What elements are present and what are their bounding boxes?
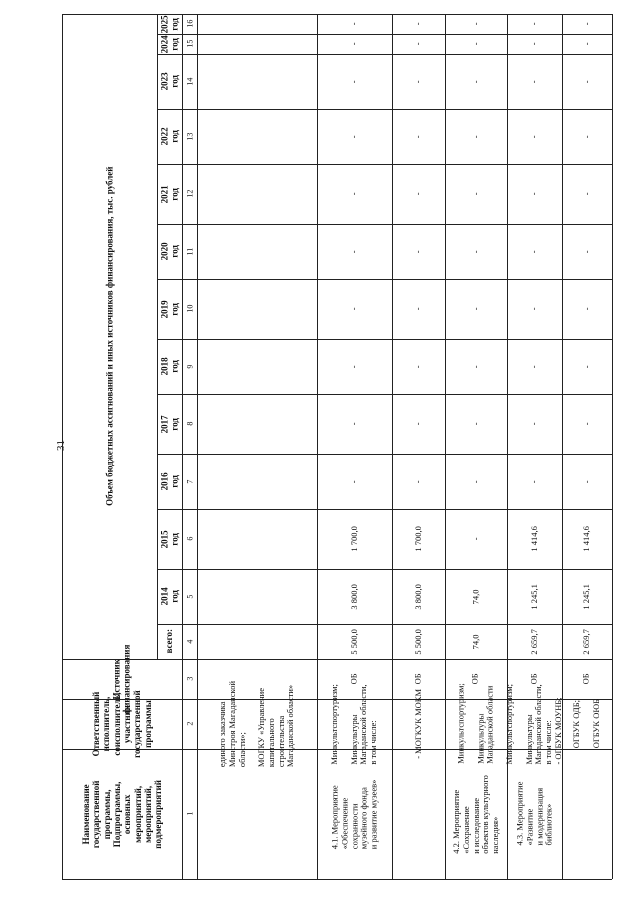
row-5-year-2022-text: - [528, 135, 539, 138]
row-5-year-2015 [507, 509, 562, 569]
row-5-year-2025 [507, 14, 562, 34]
col-number-4 [182, 624, 197, 659]
row-5-year-2019 [507, 279, 562, 339]
row-5-year-2018 [507, 339, 562, 394]
row-6-source [562, 659, 612, 699]
row-3-year-2023-text: - [412, 80, 423, 83]
row-6-year-2015 [562, 509, 612, 569]
col-number-1-text: 1 [184, 812, 194, 816]
row-4-year-2020 [445, 224, 507, 279]
budget-table [62, 14, 612, 884]
col-number-13 [182, 109, 197, 164]
row-3-year-2022 [392, 109, 445, 164]
row-6-year-2025-text: - [581, 22, 592, 26]
col-number-15 [182, 34, 197, 54]
row-2-year-2019-text: - [348, 307, 359, 311]
row-3-year-2017-text: - [412, 422, 423, 426]
row-3-year-2015 [392, 509, 445, 569]
row-3-year-2025 [392, 14, 445, 34]
row-5-year-2017-text: - [528, 422, 539, 426]
row-6-year-2020 [562, 224, 612, 279]
row-2-year-2023-text: - [348, 80, 359, 83]
row-4-year-2023-text: - [470, 80, 481, 83]
row-2-total [317, 624, 392, 659]
row-3-source [392, 659, 445, 699]
year-header-2018-text: 2018 год [159, 357, 180, 376]
row-3-year-2016 [392, 454, 445, 509]
row-5-year-2016 [507, 454, 562, 509]
row-2-year-2018-text: - [348, 365, 359, 368]
year-header-2014-text: 2014 год [159, 587, 180, 606]
row-5-name-text: 4.3. Мероприятие «Развитие и модернизация библиотек» [513, 782, 554, 846]
row-4-year-2021 [445, 164, 507, 224]
row-2-name [317, 749, 392, 879]
col-number-7 [182, 454, 197, 509]
col-number-9 [182, 339, 197, 394]
year-header-2016-text: 2016 год [159, 472, 180, 491]
col-number-3 [182, 659, 197, 699]
row-4-year-2015 [445, 509, 507, 569]
row-1-executor [197, 680, 317, 768]
row-3-year-2014 [392, 569, 445, 624]
row-5-year-2024-text: - [528, 42, 539, 46]
row-4-year-2023 [445, 54, 507, 109]
row-2-year-2022-text: - [348, 135, 359, 138]
row-3-year-2019 [392, 279, 445, 339]
col-number-14 [182, 54, 197, 109]
row-3-year-2016-text: - [412, 480, 423, 483]
row-5-year-2015-text: 1 414,6 [528, 526, 539, 552]
row-2-year-2018 [317, 339, 392, 394]
col-number-15-text: 15 [184, 40, 194, 48]
row-3-total [392, 624, 445, 659]
row-2-year-2014 [317, 569, 392, 624]
row-3-year-2019-text: - [412, 307, 423, 311]
col-number-5 [182, 569, 197, 624]
row-2-source [317, 659, 392, 699]
year-header-2020-text: 2020 год [159, 242, 180, 261]
row-4-year-2014 [445, 569, 507, 624]
year-header-2014 [157, 569, 182, 624]
row-1-executor-text: единого заказчика Минстроя Магаданской области»; МОГКУ «Управление капитального строительства Магаданской области» [216, 680, 296, 768]
row-3-year-2025-text: - [412, 22, 423, 26]
grid-line [612, 14, 613, 879]
row-4-name-text: 4.2. Мероприятие «Сохранение и исследование объектов культурного наследия» [450, 774, 500, 854]
row-3-executor [392, 689, 445, 759]
row-2-year-2016-text: - [348, 480, 359, 483]
row-6-year-2021 [562, 164, 612, 224]
row-4-year-2015-text: - [470, 537, 481, 541]
row-4-year-2016-text: - [470, 480, 481, 483]
row-2-executor-text: Минкультспортуризм; Минкультуры Магаданской области, в том числе: [329, 683, 379, 765]
header-name [62, 749, 182, 879]
year-header-2021 [157, 164, 182, 224]
row-4-total [445, 624, 507, 659]
row-5-source [507, 659, 562, 699]
col-number-11 [182, 224, 197, 279]
row-5-year-2014-text: 1 245,1 [528, 583, 539, 610]
row-4-year-2022-text: - [470, 135, 481, 138]
row-5-executor-text: Минкультспортуризм; Минкультуры Магаданской области, в том числе: - ОГБУК МОУНБ; [504, 683, 564, 765]
row-3-year-2021-text: - [412, 192, 423, 196]
col-number-16-text: 16 [184, 20, 194, 28]
row-3-year-2017 [392, 394, 445, 454]
row-4-total-text: 74,0 [470, 634, 481, 649]
header-source [62, 644, 182, 714]
year-header-2015 [157, 509, 182, 569]
year-header-2024 [157, 34, 182, 54]
row-4-source [445, 659, 507, 699]
row-6-year-2019 [562, 279, 612, 339]
total-header [157, 624, 182, 659]
row-2-year-2021-text: - [348, 192, 359, 196]
row-4-year-2025-text: - [470, 22, 481, 26]
year-header-2020 [157, 224, 182, 279]
row-6-year-2022 [562, 109, 612, 164]
row-6-executor-text: ОГБУК ОДБ; ОГБУК ОЮБ [571, 699, 601, 749]
row-2-name-text: 4.1. Мероприятие «Обеспечение сохранности музейного фонда и развитие музеев» [329, 779, 379, 849]
row-5-year-2020 [507, 224, 562, 279]
row-6-year-2023-text: - [581, 80, 592, 83]
row-4-year-2018 [445, 339, 507, 394]
row-6-year-2022-text: - [581, 135, 592, 138]
page-number: 31 [55, 440, 67, 451]
row-5-year-2018-text: - [528, 365, 539, 368]
row-3-year-2018 [392, 339, 445, 394]
row-6-year-2018 [562, 339, 612, 394]
year-header-2019-text: 2019 год [159, 300, 180, 318]
row-4-year-2020-text: - [470, 250, 481, 253]
row-6-year-2014-text: 1 245,1 [581, 583, 592, 610]
col-number-6 [182, 509, 197, 569]
row-5-year-2019-text: - [528, 307, 539, 311]
row-2-year-2020 [317, 224, 392, 279]
row-6-year-2017 [562, 394, 612, 454]
row-3-executor-text: - МОГКУК МОКМ [412, 689, 423, 759]
row-4-executor [445, 683, 507, 765]
col-number-13-text: 13 [184, 132, 194, 141]
col-number-6-text: 6 [184, 537, 194, 541]
col-number-7-text: 7 [184, 479, 194, 484]
row-4-year-2022 [445, 109, 507, 164]
row-4-name [445, 749, 507, 879]
row-6-year-2015-text: 1 414,6 [581, 526, 592, 552]
row-3-year-2024 [392, 34, 445, 54]
row-2-year-2025-text: - [348, 22, 359, 26]
row-2-source-text: ОБ [348, 673, 359, 685]
row-2-year-2017-text: - [348, 422, 359, 426]
row-5-year-2021 [507, 164, 562, 224]
year-header-2017 [157, 394, 182, 454]
col-number-10 [182, 279, 197, 339]
header-name-text: Наименование государственной программы, Подпрограммы, основных мероприятий, мероприятий, подмероприятий [80, 779, 164, 849]
row-5-year-2017 [507, 394, 562, 454]
row-5-total-text: 2 659,7 [528, 628, 539, 655]
col-number-4-text: 4 [184, 639, 194, 644]
row-6-executor [562, 699, 612, 749]
row-2-year-2024 [317, 34, 392, 54]
row-6-year-2024-text: - [581, 42, 592, 46]
grid-line [62, 879, 612, 880]
row-4-source-text: ОБ [470, 673, 481, 685]
row-5-name [507, 749, 562, 879]
header-source-text: Источник финансирования [111, 644, 132, 714]
row-2-year-2015-text: 1 700,0 [348, 526, 359, 552]
year-header-2023-text: 2023 год [159, 72, 180, 91]
row-3-year-2021 [392, 164, 445, 224]
row-3-year-2022-text: - [412, 135, 423, 138]
col-number-14-text: 14 [184, 77, 194, 86]
row-2-year-2015 [317, 509, 392, 569]
row-5-year-2023-text: - [528, 80, 539, 83]
row-2-year-2023 [317, 54, 392, 109]
row-3-year-2015-text: 1 700,0 [412, 526, 423, 552]
row-5-year-2020-text: - [528, 250, 539, 253]
row-4-year-2017-text: - [470, 422, 481, 426]
year-header-2016 [157, 454, 182, 509]
col-number-2-text: 2 [184, 722, 194, 726]
row-6-year-2014 [562, 569, 612, 624]
header-executor-text: Ответственный исполнитель, соисполнитель, участник государственной программы [90, 690, 153, 758]
year-header-2021-text: 2021 год [159, 185, 180, 203]
row-6-source-text: ОБ [581, 673, 592, 685]
year-header-2022 [157, 109, 182, 164]
col-number-3-text: 3 [184, 677, 194, 681]
col-number-8-text: 8 [184, 422, 194, 426]
col-number-1 [182, 749, 197, 879]
row-2-year-2024-text: - [348, 42, 359, 46]
year-header-2019 [157, 279, 182, 339]
row-2-year-2021 [317, 164, 392, 224]
row-3-year-2018-text: - [412, 365, 423, 368]
row-5-total [507, 624, 562, 659]
row-5-source-text: ОБ [528, 673, 539, 685]
row-4-year-2019 [445, 279, 507, 339]
row-6-year-2019-text: - [581, 307, 592, 311]
row-6-year-2023 [562, 54, 612, 109]
col-number-5-text: 5 [184, 594, 194, 599]
row-6-year-2017-text: - [581, 422, 592, 426]
row-6-year-2016-text: - [581, 480, 592, 483]
col-number-2 [182, 699, 197, 749]
row-5-year-2021-text: - [528, 192, 539, 196]
row-2-year-2014-text: 3 800,0 [348, 583, 359, 610]
row-2-year-2017 [317, 394, 392, 454]
row-3-year-2020-text: - [412, 250, 423, 253]
col-number-9-text: 9 [184, 364, 194, 369]
row-5-year-2014 [507, 569, 562, 624]
row-4-executor-text: Минкультспортуризм; Минкультуры Магаданской области [455, 683, 495, 765]
row-6-year-2024 [562, 34, 612, 54]
row-3-year-2024-text: - [412, 42, 423, 46]
row-4-year-2018-text: - [470, 365, 481, 368]
row-4-year-2014-text: 74,0 [470, 589, 481, 604]
row-4-year-2016 [445, 454, 507, 509]
row-5-executor [504, 683, 564, 765]
col-number-11-text: 11 [184, 247, 194, 256]
row-2-year-2020-text: - [348, 250, 359, 253]
row-3-year-2023 [392, 54, 445, 109]
grid-line [197, 14, 198, 879]
col-number-8 [182, 394, 197, 454]
row-6-year-2025 [562, 14, 612, 34]
row-2-total-text: 5 500,0 [348, 628, 359, 655]
row-6-year-2021-text: - [581, 192, 592, 196]
row-3-total-text: 5 500,0 [412, 628, 423, 655]
year-header-2015-text: 2015 год [159, 530, 180, 548]
year-header-2024-text: 2024 год [159, 35, 180, 53]
col-number-12-text: 12 [184, 190, 194, 198]
row-4-year-2024 [445, 34, 507, 54]
col-number-10-text: 10 [184, 305, 194, 313]
row-3-year-2020 [392, 224, 445, 279]
year-header-2022-text: 2022 год [159, 127, 180, 146]
col-number-12 [182, 164, 197, 224]
row-4-year-2025 [445, 14, 507, 34]
row-5-year-2022 [507, 109, 562, 164]
row-5-year-2023 [507, 54, 562, 109]
year-header-2018 [157, 339, 182, 394]
year-header-2017-text: 2017 год [159, 415, 180, 433]
row-6-year-2020-text: - [581, 250, 592, 253]
row-5-year-2024 [507, 34, 562, 54]
funding-title-text: Объем бюджетных ассигнований и иных источников финансирования, тыс. рублей [104, 166, 115, 507]
row-2-executor [317, 683, 392, 765]
row-6-year-2018-text: - [581, 365, 592, 368]
row-6-total [562, 624, 612, 659]
total-header-text: всего: [164, 629, 175, 654]
row-6-total-text: 2 659,7 [581, 628, 592, 655]
row-4-year-2017 [445, 394, 507, 454]
row-5-year-2016-text: - [528, 480, 539, 483]
row-6-year-2016 [562, 454, 612, 509]
row-4-year-2024-text: - [470, 42, 481, 46]
row-2-year-2016 [317, 454, 392, 509]
year-header-2025 [157, 14, 182, 34]
year-header-2023 [157, 54, 182, 109]
col-number-16 [182, 14, 197, 34]
row-5-year-2025-text: - [528, 22, 539, 26]
row-4-year-2019-text: - [470, 307, 481, 311]
funding-title [62, 14, 157, 659]
row-2-year-2019 [317, 279, 392, 339]
row-3-year-2014-text: 3 800,0 [412, 583, 423, 610]
row-2-year-2022 [317, 109, 392, 164]
row-2-year-2025 [317, 14, 392, 34]
row-4-year-2021-text: - [470, 192, 481, 196]
row-3-source-text: ОБ [412, 673, 423, 685]
year-header-2025-text: 2025 год [159, 15, 180, 33]
